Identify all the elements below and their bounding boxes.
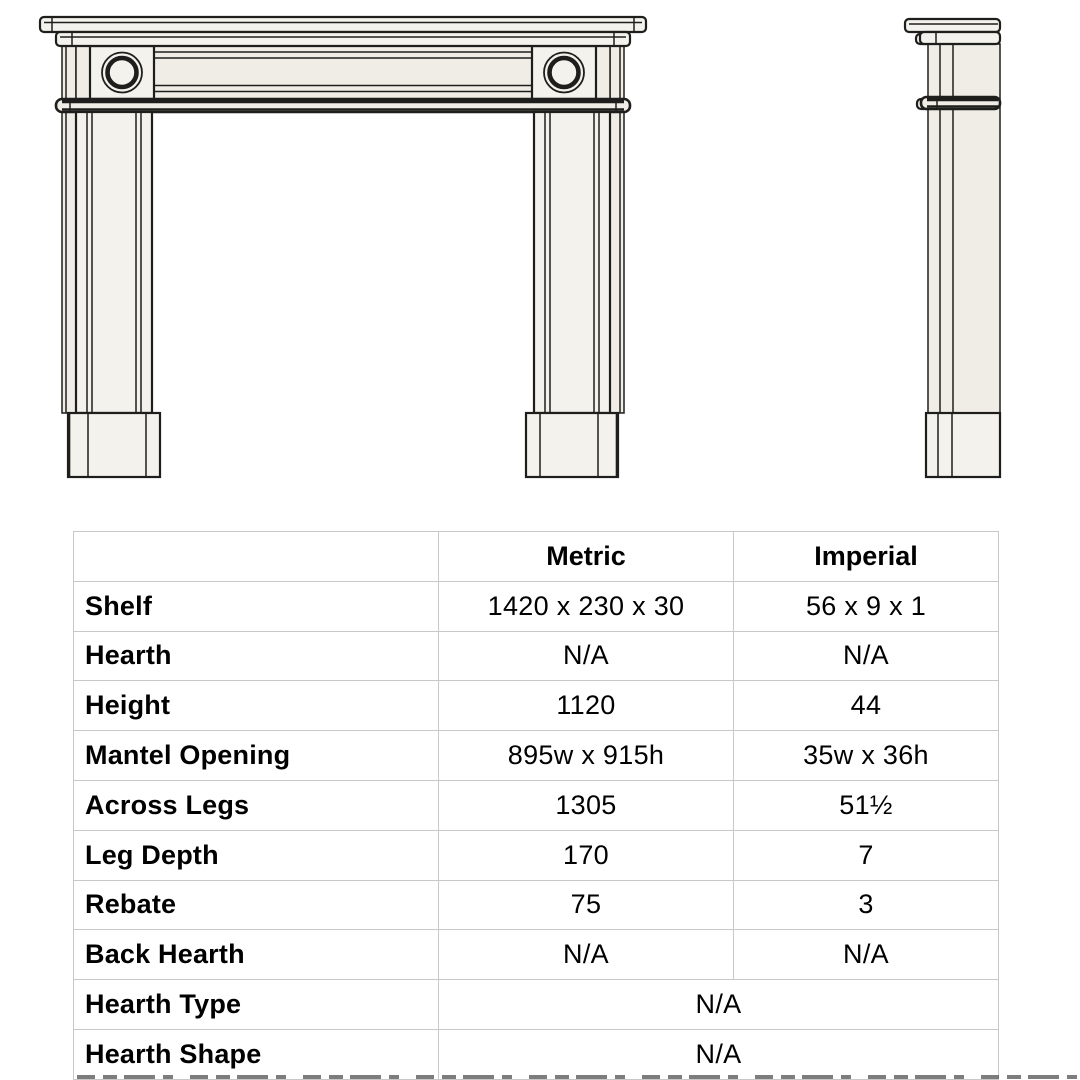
metric-value: 1420 x 230 x 30: [439, 581, 734, 631]
imperial-value: 7: [734, 830, 999, 880]
header-blank-cell: [74, 532, 439, 582]
row-label: Rebate: [74, 880, 439, 930]
mantel-shelf: [40, 17, 646, 46]
row-back-hearth: [74, 930, 999, 980]
row-hearth-shape: [74, 1029, 999, 1079]
dimensions-table: [73, 531, 999, 1080]
row-label: Back Hearth: [74, 930, 439, 980]
row-label: Height: [74, 681, 439, 731]
combined-value: N/A: [439, 980, 999, 1030]
row-label: Mantel Opening: [74, 731, 439, 781]
metric-value: 1305: [439, 780, 734, 830]
header-row: [74, 532, 999, 582]
imperial-value: N/A: [734, 930, 999, 980]
row-shelf: [74, 581, 999, 631]
imperial-value: 51½: [734, 780, 999, 830]
under-shelf-moulding: [56, 99, 630, 112]
metric-value: 895w x 915h: [439, 731, 734, 781]
front-elevation: [40, 17, 646, 477]
side-elevation: [905, 19, 1000, 477]
imperial-value: 56 x 9 x 1: [734, 581, 999, 631]
row-leg-depth: [74, 830, 999, 880]
metric-value: 170: [439, 830, 734, 880]
plinth-left: [68, 413, 160, 477]
side-mid-moulding: [917, 97, 1000, 109]
row-height: [74, 681, 999, 731]
side-plinth: [926, 413, 1000, 477]
leg-left: [76, 112, 152, 413]
frieze-panel: [76, 46, 610, 99]
plinth-right: [526, 413, 618, 477]
corner-block-right: [532, 46, 596, 99]
metric-value: 75: [439, 880, 734, 930]
combined-value: N/A: [439, 1029, 999, 1079]
leg-right: [534, 112, 610, 413]
row-across-legs: [74, 780, 999, 830]
imperial-value: 3: [734, 880, 999, 930]
clipped-text-edge: [77, 1075, 1078, 1079]
metric-value: N/A: [439, 631, 734, 681]
imperial-value: N/A: [734, 631, 999, 681]
header-imperial-cell: Imperial: [734, 532, 999, 582]
metric-value: 1120: [439, 681, 734, 731]
mantel-technical-drawing: [0, 0, 1080, 520]
row-label: Across Legs: [74, 780, 439, 830]
side-shelf: [905, 19, 1000, 44]
row-mantel-opening: [74, 731, 999, 781]
row-rebate: [74, 880, 999, 930]
row-hearth: [74, 631, 999, 681]
metric-value: N/A: [439, 930, 734, 980]
row-label: Leg Depth: [74, 830, 439, 880]
row-hearth-type: [74, 980, 999, 1030]
row-label: Hearth Type: [74, 980, 439, 1030]
imperial-value: 44: [734, 681, 999, 731]
header-metric-cell: Metric: [439, 532, 734, 582]
row-label: Shelf: [74, 581, 439, 631]
row-label: Hearth Shape: [74, 1029, 439, 1079]
corner-block-left: [90, 46, 154, 99]
imperial-value: 35w x 36h: [734, 731, 999, 781]
row-label: Hearth: [74, 631, 439, 681]
